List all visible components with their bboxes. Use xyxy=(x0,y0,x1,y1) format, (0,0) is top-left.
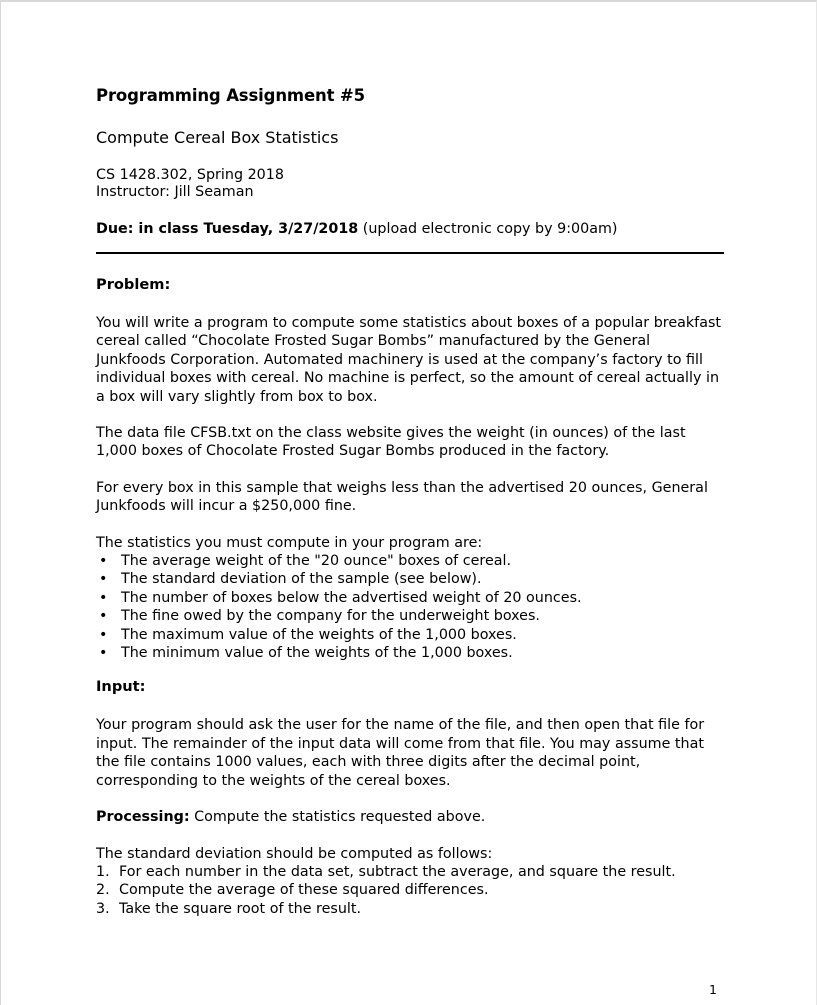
problem-paragraph-1: You will write a program to compute some statistics about boxes of a popular breakfast cereal called “Chocolate Frosted Sugar Bombs” manufactured by the General Junkfoods Corporation. Automated machinery is used at the company’s factory to fill individual boxes with cereal. No machine is perfect, so the amount of cereal actually in a box will vary slightly from box to box. xyxy=(96,314,722,405)
course-line: CS 1428.302, Spring 2018 xyxy=(96,166,284,183)
section-heading-problem: Problem: xyxy=(96,275,171,293)
list-item xyxy=(96,900,724,918)
list-item xyxy=(96,589,724,607)
due-date-line xyxy=(96,220,724,238)
bullet-icon: • xyxy=(99,571,108,588)
due-date-bold: Due: in class Tuesday, 3/27/2018 xyxy=(96,220,359,237)
list-item-number: 1. xyxy=(96,863,110,880)
list-item-label: The minimum value of the weights of the 1,000 boxes. xyxy=(121,645,513,662)
list-item-label: The number of boxes below the advertised weight of 20 ounces. xyxy=(121,589,582,606)
list-item-label: The maximum value of the weights of the 1,000 boxes. xyxy=(121,626,517,643)
list-item xyxy=(96,863,724,881)
bullet-icon: • xyxy=(99,553,108,570)
bullet-icon: • xyxy=(99,626,108,643)
section-heading-input: Input: xyxy=(96,678,146,696)
processing-label: Processing: xyxy=(96,809,190,826)
bullet-icon: • xyxy=(99,608,108,625)
bullet-icon: • xyxy=(99,589,108,606)
document-body xyxy=(96,86,724,918)
statistics-list xyxy=(96,552,724,662)
list-item-label: The average weight of the "20 ounce" boxes of cereal. xyxy=(121,553,512,570)
page-number: 1 xyxy=(709,982,717,997)
instructor-line: Instructor: Jill Seaman xyxy=(96,184,254,201)
list-item xyxy=(96,626,724,644)
processing-line xyxy=(96,808,724,826)
page-title: Programming Assignment #5 xyxy=(96,86,365,105)
list-item-label: Take the square root of the result. xyxy=(119,900,362,917)
list-item-number: 3. xyxy=(96,900,110,917)
list-item-label: For each number in the data set, subtract the average, and square the result. xyxy=(119,863,676,880)
processing-text: Compute the statistics requested above. xyxy=(189,809,486,826)
problem-paragraph-3: For every box in this sample that weighs less than the advertised 20 ounces, General Junkfoods will incur a $250,000 fine. xyxy=(96,479,708,515)
input-paragraph-1: Your program should ask the user for the name of the file, and then open that file for input. The remainder of the input data will come from that file. You may assume that the file contains 1000 values, each with three digits after the decimal point, corresponding to the weights of the cereal boxes. xyxy=(96,717,705,789)
list-item-label: The standard deviation of the sample (see below). xyxy=(121,571,482,588)
list-item-number: 2. xyxy=(96,882,110,899)
stddev-steps-list xyxy=(96,863,724,918)
list-item xyxy=(96,607,724,625)
list-item xyxy=(96,570,724,588)
stddev-lead-line: The standard deviation should be computed as follows: xyxy=(96,845,493,862)
document-subtitle: Compute Cereal Box Statistics xyxy=(96,127,339,147)
statistics-lead-line: The statistics you must compute in your program are: xyxy=(96,534,483,551)
list-item xyxy=(96,552,724,570)
list-item-label: Compute the average of these squared differences. xyxy=(119,882,489,899)
list-item xyxy=(96,644,724,662)
list-item xyxy=(96,881,724,899)
problem-paragraph-2: The data file CFSB.txt on the class website gives the weight (in ounces) of the last 1,000 boxes of Chocolate Frosted Sugar Bombs produced in the factory. xyxy=(96,425,686,460)
due-date-note: (upload electronic copy by 9:00am) xyxy=(358,220,618,237)
bullet-icon: • xyxy=(99,645,108,662)
list-item-label: The fine owed by the company for the underweight boxes. xyxy=(121,608,540,625)
